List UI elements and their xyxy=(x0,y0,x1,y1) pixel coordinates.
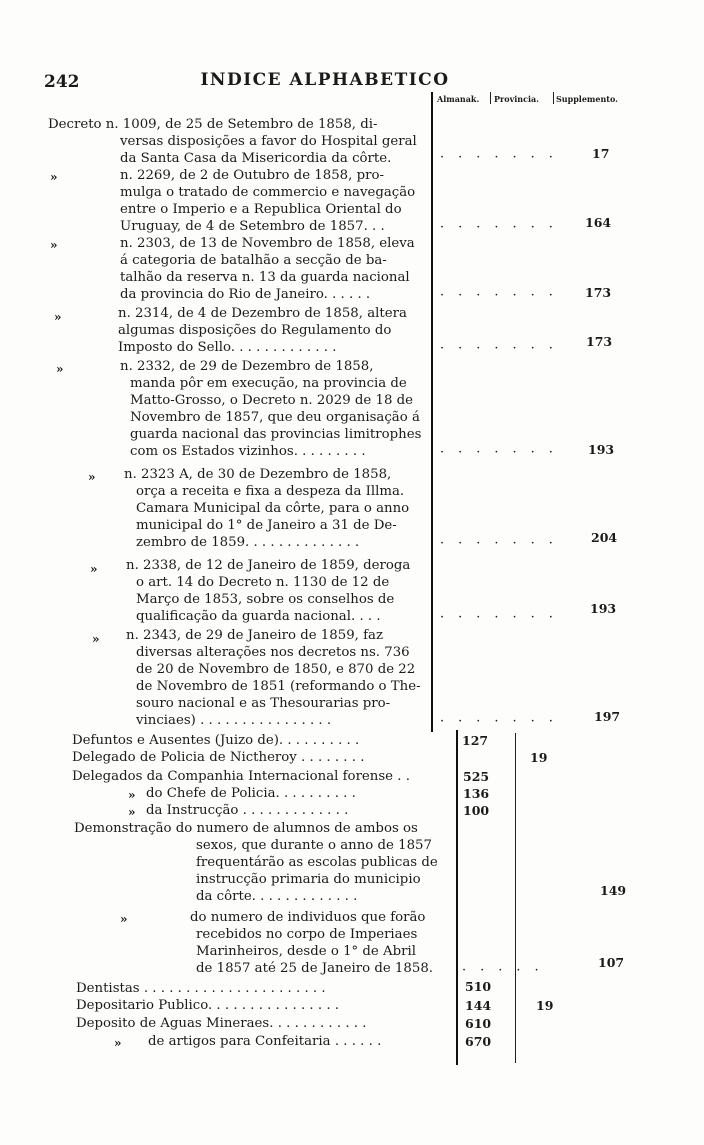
entry-line: orça a receita e fixa a despeza da Illma. xyxy=(136,484,405,499)
ditto-marker: » xyxy=(92,632,100,646)
entry-line: n. 2332, de 29 de Dezembro de 1858, xyxy=(120,359,374,374)
column-header-almanak: Almanak. xyxy=(437,94,480,104)
almanak-value: 525 xyxy=(463,769,490,784)
entry-line: Dentistas . . . . . . . . . . . . . . . . . . . . . . xyxy=(76,981,326,996)
entry-line: Março de 1853, sobre os conselhos de xyxy=(136,592,395,607)
ditto-marker: » xyxy=(128,805,136,819)
entry-line: de artigos para Confeitaria . . . . . . xyxy=(148,1034,382,1049)
column-header-provincia: Provincia. xyxy=(494,94,539,104)
leader-dots: ····· xyxy=(462,963,553,978)
supplemento-value: 149 xyxy=(600,883,627,898)
leader-dots: ······· xyxy=(440,536,567,551)
entry-line: n. 2323 A, de 30 de Dezembro de 1858, xyxy=(124,467,392,482)
entry-line: do numero de individuos que forão xyxy=(190,910,426,925)
entry-line: n. 2343, de 29 de Janeiro de 1859, faz xyxy=(126,628,383,643)
almanak-value: 510 xyxy=(465,979,492,994)
entry-line: da provincia do Rio de Janeiro. . . . . . xyxy=(120,287,371,302)
leader-dots: ······· xyxy=(440,288,567,303)
ditto-marker: » xyxy=(56,362,64,376)
page-number: 242 xyxy=(44,72,80,92)
almanak-value: 610 xyxy=(465,1016,492,1031)
almanak-value: 670 xyxy=(465,1034,492,1049)
entry-line: Deposito de Aguas Mineraes. . . . . . . . . . . . xyxy=(76,1016,367,1031)
supplemento-value: 17 xyxy=(592,146,610,161)
entry-line: municipal do 1° de Janeiro a 31 de De- xyxy=(136,518,397,533)
leader-dots: ······· xyxy=(440,714,567,729)
entry-line: Matto-Grosso, o Decreto n. 2029 de 18 de xyxy=(130,393,414,408)
entry-line: sexos, que durante o anno de 1857 xyxy=(196,838,432,853)
entry-line: vinciaes) . . . . . . . . . . . . . . . . xyxy=(136,713,332,728)
entry-line: n. 2338, de 12 de Janeiro de 1859, deroga xyxy=(126,558,411,573)
entry-line: Depositario Publico. . . . . . . . . . . . . . . . xyxy=(76,998,340,1013)
ditto-marker: » xyxy=(50,170,58,184)
entry-line: da côrte. . . . . . . . . . . . . xyxy=(196,889,358,904)
entry-line: n. 2314, de 4 de Dezembro de 1858, altera xyxy=(118,306,407,321)
entry-line: recebidos no corpo de Imperiaes xyxy=(196,927,418,942)
entry-line: zembro de 1859. . . . . . . . . . . . . . xyxy=(136,535,360,550)
entry-line: de 20 de Novembro de 1850, e 870 de 22 xyxy=(136,662,416,677)
entry-line: Novembro de 1857, que deu organisação á xyxy=(130,410,420,425)
entry-line: entre o Imperio e a Republica Oriental do xyxy=(120,202,402,217)
entry-line: qualificação da guarda nacional. . . . xyxy=(136,609,381,624)
entry-line: Decreto n. 1009, de 25 de Setembro de 1858, di- xyxy=(48,117,378,132)
supplemento-value: 193 xyxy=(588,442,615,457)
entry-line: manda pôr em execução, na provincia de xyxy=(130,376,407,391)
leader-dots: ······· xyxy=(440,150,567,165)
column-rule xyxy=(431,92,433,732)
entry-line: Defuntos e Ausentes (Juizo de). . . . . . . . . . xyxy=(72,733,360,748)
entry-line: da Instrucção . . . . . . . . . . . . . xyxy=(146,803,349,818)
ditto-marker: » xyxy=(90,562,98,576)
entry-line: á categoria de batalhão a secção de ba- xyxy=(120,253,387,268)
supplemento-value: 193 xyxy=(590,601,617,616)
leader-dots: ······· xyxy=(440,445,567,460)
entry-line: da Santa Casa da Misericordia da côrte. xyxy=(120,151,392,166)
column-rule xyxy=(456,730,458,1065)
supplemento-value: 164 xyxy=(585,215,612,230)
column-rule xyxy=(515,733,516,1063)
entry-line: de Novembro de 1851 (reformando o The- xyxy=(136,679,421,694)
leader-dots: ······· xyxy=(440,220,567,235)
leader-dots: ······· xyxy=(440,341,567,356)
provincia-value: 19 xyxy=(530,750,548,765)
leader-dots: ······· xyxy=(440,610,567,625)
supplemento-value: 197 xyxy=(594,709,621,724)
supplemento-value: 173 xyxy=(586,334,613,349)
ditto-marker: » xyxy=(88,470,96,484)
entry-line: com os Estados vizinhos. . . . . . . . . xyxy=(130,444,366,459)
entry-line: o art. 14 do Decreto n. 1130 de 12 de xyxy=(136,575,390,590)
entry-line: Delegados da Companhia Internacional forense . . xyxy=(72,769,410,784)
entry-line: diversas alterações nos decretos ns. 736 xyxy=(136,645,410,660)
entry-line: Uruguay, de 4 de Setembro de 1857. . . xyxy=(120,219,385,234)
entry-line: Demonstração do numero de alumnos de ambos os xyxy=(74,821,418,836)
supplemento-value: 107 xyxy=(598,955,625,970)
ditto-marker: » xyxy=(54,310,62,324)
entry-line: souro nacional e as Thesourarias pro- xyxy=(136,696,391,711)
entry-line: talhão da reserva n. 13 da guarda nacional xyxy=(120,270,410,285)
entry-line: guarda nacional das provincias limitrophes xyxy=(130,427,422,442)
entry-line: instrucção primaria do municipio xyxy=(196,872,421,887)
ditto-marker: » xyxy=(114,1036,122,1050)
entry-line: algumas disposições do Regulamento do xyxy=(118,323,392,338)
column-rule xyxy=(553,92,554,104)
column-rule xyxy=(490,92,491,104)
provincia-value: 19 xyxy=(536,998,554,1013)
column-header-supplemento: Supplemento. xyxy=(556,94,618,104)
page-title: INDICE ALPHABETICO xyxy=(200,70,450,90)
almanak-value: 100 xyxy=(463,803,490,818)
ditto-marker: » xyxy=(128,788,136,802)
entry-line: mulga o tratado de commercio e navegação xyxy=(120,185,416,200)
entry-line: Camara Municipal da côrte, para o anno xyxy=(136,501,410,516)
almanak-value: 144 xyxy=(465,998,492,1013)
entry-line: Marinheiros, desde o 1° de Abril xyxy=(196,944,417,959)
entry-line: frequentárão as escolas publicas de xyxy=(196,855,438,870)
entry-line: do Chefe de Policia. . . . . . . . . . xyxy=(146,786,356,801)
ditto-marker: » xyxy=(50,238,58,252)
entry-line: Imposto do Sello. . . . . . . . . . . . . xyxy=(118,340,337,355)
entry-line: Delegado de Policia de Nictheroy . . . . . . . . xyxy=(72,750,365,765)
almanak-value: 136 xyxy=(463,786,490,801)
ditto-marker: » xyxy=(120,912,128,926)
entry-line: n. 2303, de 13 de Novembro de 1858, eleva xyxy=(120,236,415,251)
entry-line: de 1857 até 25 de Janeiro de 1858. xyxy=(196,961,434,976)
entry-line: n. 2269, de 2 de Outubro de 1858, pro- xyxy=(120,168,384,183)
almanak-value: 127 xyxy=(462,733,489,748)
entry-line: versas disposições a favor do Hospital geral xyxy=(120,134,417,149)
supplemento-value: 204 xyxy=(591,530,618,545)
supplemento-value: 173 xyxy=(585,285,612,300)
